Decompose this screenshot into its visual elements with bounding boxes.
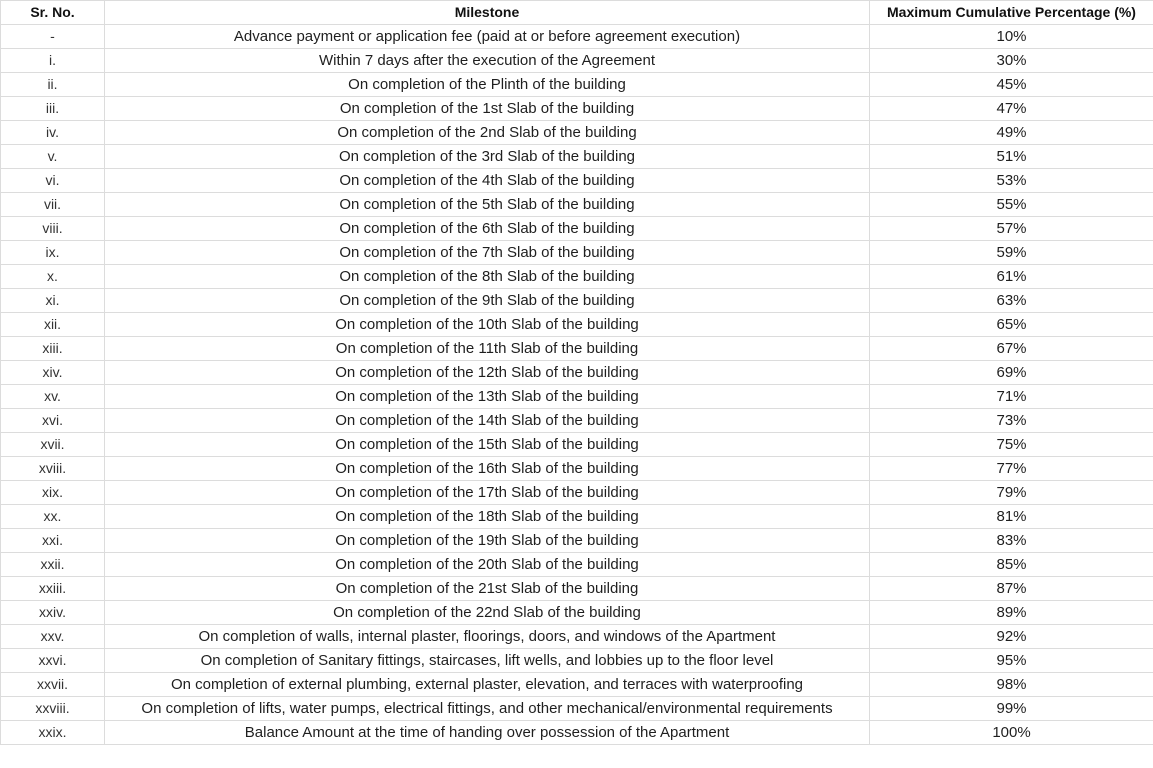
milestone-cell: On completion of the 6th Slab of the building (105, 217, 870, 241)
percentage-cell: 65% (870, 313, 1153, 337)
table-row (1, 457, 1153, 481)
table-row (1, 625, 1153, 649)
table-row (1, 49, 1153, 73)
percentage-cell: 77% (870, 457, 1153, 481)
sr-no-cell: - (1, 25, 105, 49)
table-row (1, 241, 1153, 265)
table-row (1, 289, 1153, 313)
milestone-cell: Balance Amount at the time of handing over possession of the Apartment (105, 721, 870, 745)
table-row (1, 409, 1153, 433)
milestone-cell: On completion of the 3rd Slab of the building (105, 145, 870, 169)
table-row (1, 697, 1153, 721)
percentage-cell: 30% (870, 49, 1153, 73)
sr-no-cell: xii. (1, 313, 105, 337)
milestone-cell: On completion of the 22nd Slab of the building (105, 601, 870, 625)
percentage-cell: 59% (870, 241, 1153, 265)
table-body (1, 25, 1153, 745)
milestone-cell: On completion of the 2nd Slab of the building (105, 121, 870, 145)
milestone-cell: On completion of the 14th Slab of the building (105, 409, 870, 433)
milestone-cell: On completion of the 4th Slab of the building (105, 169, 870, 193)
sr-no-cell: vi. (1, 169, 105, 193)
milestone-cell: On completion of the 19th Slab of the building (105, 529, 870, 553)
percentage-cell: 53% (870, 169, 1153, 193)
table-row (1, 145, 1153, 169)
table-row (1, 481, 1153, 505)
milestone-cell: On completion of the 8th Slab of the building (105, 265, 870, 289)
percentage-cell: 95% (870, 649, 1153, 673)
table-row (1, 673, 1153, 697)
percentage-cell: 63% (870, 289, 1153, 313)
sr-no-cell: v. (1, 145, 105, 169)
table-row (1, 553, 1153, 577)
table-row (1, 601, 1153, 625)
milestone-cell: Within 7 days after the execution of the Agreement (105, 49, 870, 73)
table-row (1, 433, 1153, 457)
table-row (1, 25, 1153, 49)
header-percentage: Maximum Cumulative Percentage (%) (870, 1, 1153, 25)
table-row (1, 385, 1153, 409)
sr-no-cell: xvii. (1, 433, 105, 457)
table-row (1, 577, 1153, 601)
sr-no-cell: ix. (1, 241, 105, 265)
percentage-cell: 10% (870, 25, 1153, 49)
milestone-cell: On completion of the 10th Slab of the building (105, 313, 870, 337)
milestone-cell: On completion of the 15th Slab of the building (105, 433, 870, 457)
milestone-cell: On completion of lifts, water pumps, electrical fittings, and other mechanical/environmental requirements (105, 697, 870, 721)
sr-no-cell: xvi. (1, 409, 105, 433)
table-row (1, 265, 1153, 289)
sr-no-cell: ii. (1, 73, 105, 97)
milestone-cell: On completion of the 18th Slab of the building (105, 505, 870, 529)
percentage-cell: 100% (870, 721, 1153, 745)
table-row (1, 361, 1153, 385)
sr-no-cell: xviii. (1, 457, 105, 481)
sr-no-cell: xxviii. (1, 697, 105, 721)
table-row (1, 217, 1153, 241)
percentage-cell: 98% (870, 673, 1153, 697)
table-row (1, 193, 1153, 217)
header-milestone: Milestone (105, 1, 870, 25)
percentage-cell: 55% (870, 193, 1153, 217)
percentage-cell: 47% (870, 97, 1153, 121)
table-row (1, 529, 1153, 553)
percentage-cell: 83% (870, 529, 1153, 553)
milestone-cell: On completion of the 5th Slab of the building (105, 193, 870, 217)
milestone-cell: On completion of the 7th Slab of the building (105, 241, 870, 265)
sr-no-cell: vii. (1, 193, 105, 217)
milestone-cell: On completion of Sanitary fittings, staircases, lift wells, and lobbies up to the floor level (105, 649, 870, 673)
table-row (1, 73, 1153, 97)
percentage-cell: 99% (870, 697, 1153, 721)
percentage-cell: 69% (870, 361, 1153, 385)
sr-no-cell: xiii. (1, 337, 105, 361)
percentage-cell: 71% (870, 385, 1153, 409)
sr-no-cell: xxv. (1, 625, 105, 649)
milestone-cell: On completion of the 13th Slab of the building (105, 385, 870, 409)
sr-no-cell: xxi. (1, 529, 105, 553)
milestone-cell: On completion of the 16th Slab of the building (105, 457, 870, 481)
percentage-cell: 45% (870, 73, 1153, 97)
table-row (1, 313, 1153, 337)
table-row (1, 721, 1153, 745)
sr-no-cell: xix. (1, 481, 105, 505)
sr-no-cell: xxii. (1, 553, 105, 577)
percentage-cell: 89% (870, 601, 1153, 625)
sr-no-cell: xi. (1, 289, 105, 313)
milestone-cell: On completion of the 12th Slab of the building (105, 361, 870, 385)
percentage-cell: 79% (870, 481, 1153, 505)
sr-no-cell: iii. (1, 97, 105, 121)
milestone-cell: Advance payment or application fee (paid at or before agreement execution) (105, 25, 870, 49)
sr-no-cell: x. (1, 265, 105, 289)
percentage-cell: 73% (870, 409, 1153, 433)
percentage-cell: 51% (870, 145, 1153, 169)
milestone-cell: On completion of the 9th Slab of the building (105, 289, 870, 313)
sr-no-cell: xv. (1, 385, 105, 409)
percentage-cell: 85% (870, 553, 1153, 577)
table-row (1, 169, 1153, 193)
sr-no-cell: xx. (1, 505, 105, 529)
milestone-cell: On completion of the 1st Slab of the building (105, 97, 870, 121)
sr-no-cell: xxvi. (1, 649, 105, 673)
table-row (1, 121, 1153, 145)
sr-no-cell: xxiv. (1, 601, 105, 625)
percentage-cell: 81% (870, 505, 1153, 529)
table-row (1, 649, 1153, 673)
milestone-cell: On completion of the Plinth of the building (105, 73, 870, 97)
percentage-cell: 57% (870, 217, 1153, 241)
table-row (1, 505, 1153, 529)
milestone-cell: On completion of the 20th Slab of the building (105, 553, 870, 577)
table-row (1, 337, 1153, 361)
percentage-cell: 61% (870, 265, 1153, 289)
percentage-cell: 87% (870, 577, 1153, 601)
sr-no-cell: xiv. (1, 361, 105, 385)
milestone-cell: On completion of walls, internal plaster, floorings, doors, and windows of the Apartment (105, 625, 870, 649)
sr-no-cell: xxvii. (1, 673, 105, 697)
percentage-cell: 49% (870, 121, 1153, 145)
percentage-cell: 75% (870, 433, 1153, 457)
sr-no-cell: viii. (1, 217, 105, 241)
table-row (1, 97, 1153, 121)
sr-no-cell: xxix. (1, 721, 105, 745)
sr-no-cell: xxiii. (1, 577, 105, 601)
header-row (1, 1, 1153, 25)
percentage-cell: 67% (870, 337, 1153, 361)
header-sr-no: Sr. No. (1, 1, 105, 25)
milestone-cell: On completion of the 17th Slab of the building (105, 481, 870, 505)
sr-no-cell: i. (1, 49, 105, 73)
milestone-cell: On completion of the 21st Slab of the building (105, 577, 870, 601)
sr-no-cell: iv. (1, 121, 105, 145)
milestone-cell: On completion of the 11th Slab of the building (105, 337, 870, 361)
percentage-cell: 92% (870, 625, 1153, 649)
milestone-cell: On completion of external plumbing, external plaster, elevation, and terraces with waterproofing (105, 673, 870, 697)
